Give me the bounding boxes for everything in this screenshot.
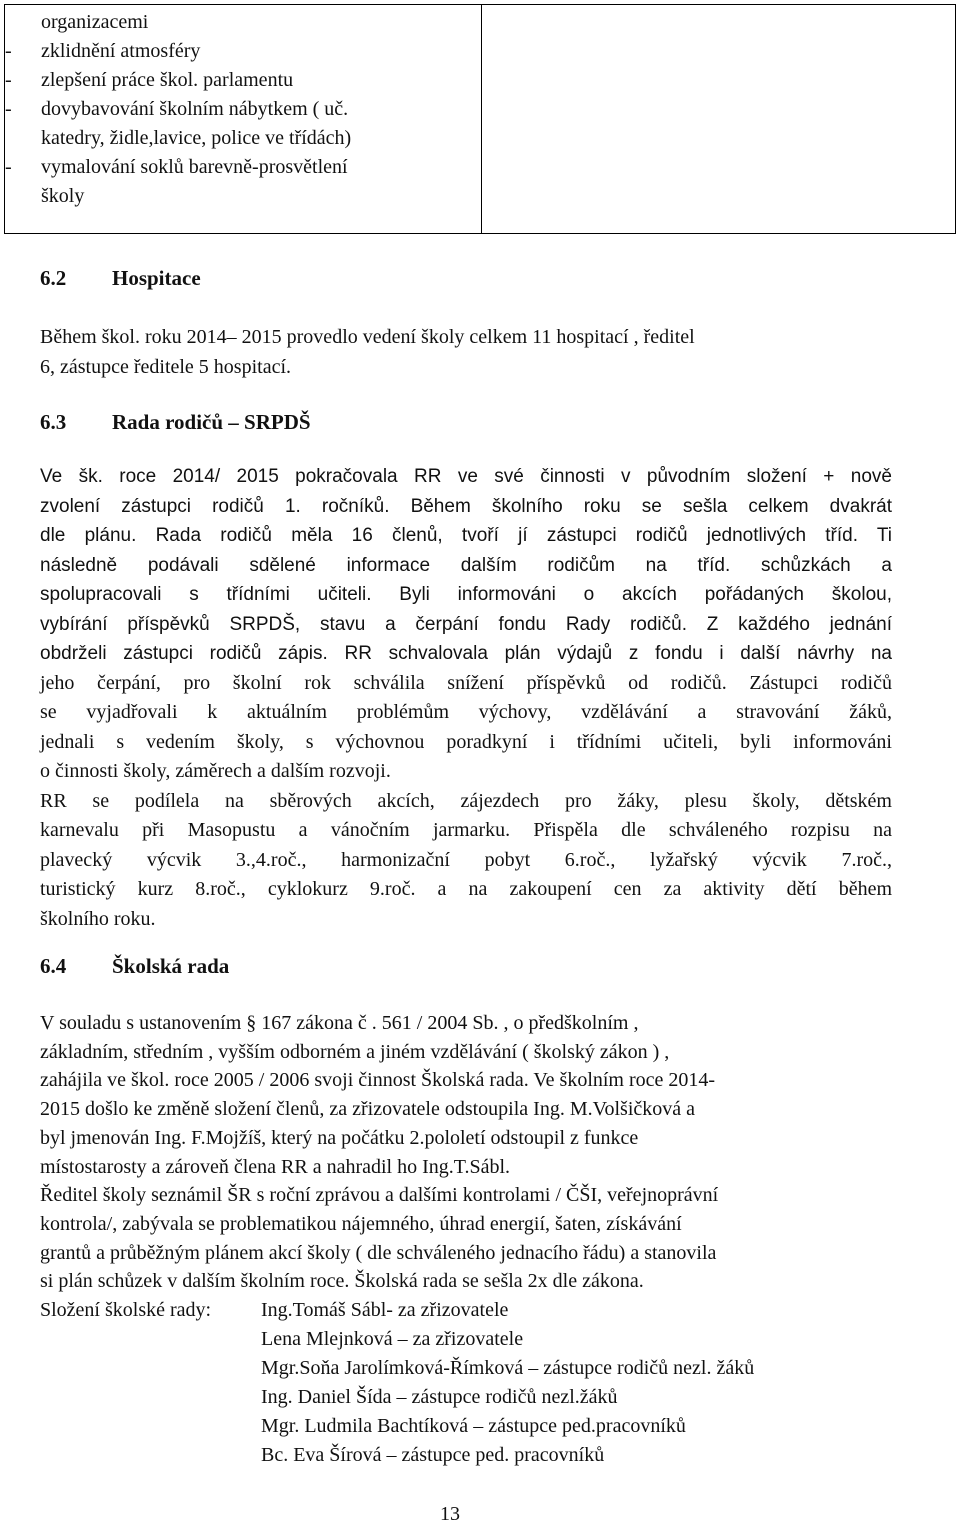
rada-rodicu-paragraph	[40, 462, 892, 934]
text-line: si plán schůzek v dalším školním roce. Školská rada se sešla 2x dle zákona.	[40, 1270, 644, 1293]
text-line: dle plánu. Rada rodičů měla 16 členů, tvoří jí zástupci rodičů jednotlivých tříd. Ti	[40, 525, 892, 546]
text-line: byl jmenován Ing. F.Mojžíš, který na počátku 2.pololetí odstoupil z funkce	[40, 1126, 639, 1149]
member-row	[40, 1441, 605, 1470]
table-line: - zklidnění atmosféry	[5, 40, 201, 62]
text-line: V souladu s ustanovením § 167 zákona č . 561 / 2004 Sb. , o předškolním ,	[40, 1012, 639, 1034]
text-line: jeho čerpání, pro školní rok schválila snížení příspěvků od rodičů. Zástupci rodičů	[40, 671, 892, 694]
table-line: - vymalování soklů barevně-prosvětlení	[5, 156, 348, 178]
section-heading-skolska-rada: 6.4 Školská rada	[40, 954, 230, 978]
text-line: Během škol. roku 2014– 2015 provedlo vedení školy celkem 11 hospitací , ředitel	[40, 326, 695, 348]
text-line: o činnosti školy, záměrech a dalším rozvoji.	[40, 760, 391, 782]
text-line: následně podávali sdělené informace dalším rodičům na tříd. schůzkách a	[40, 554, 892, 576]
page-number: 13	[440, 1503, 460, 1525]
text-line: plavecký výcvik 3.,4.roč., harmonizační pobyt 6.roč., lyžařský výcvik 7.roč.,	[40, 848, 892, 871]
text-line: kontrola/, zabývala se problematikou nájemného, úhrad energií, šaten, získávání	[40, 1212, 682, 1235]
member-name: Ing. Daniel Šída – zástupce rodičů nezl.žáků	[261, 1386, 618, 1408]
skolska-rada-paragraph	[40, 1009, 718, 1296]
member-name: Lena Mlejnková – za zřizovatele	[261, 1328, 524, 1350]
member-row	[40, 1383, 618, 1412]
text-line: turistický kurz 8.roč., cyklokurz 9.roč. a na zakoupení cen za aktivity dětí během	[40, 878, 892, 900]
text-line: základním, středním , vyšším odborném a jiném vzdělávání ( školský zákon ) ,	[40, 1040, 670, 1063]
text-line: 2015 došlo ke změně složení členů, za zřizovatele odstoupila Ing. M.Volšičková a	[40, 1098, 695, 1121]
text-line: spolupracovali s třídními učiteli. Byli informováni o akcích pořádaných školou,	[40, 584, 892, 605]
member-row	[40, 1412, 686, 1441]
member-row	[40, 1296, 509, 1325]
text-line: místostarosty a zároveň člena RR a nahradil ho Ing.T.Sábl.	[40, 1155, 511, 1178]
member-name: Bc. Eva Šírová – zástupce ped. pracovníků	[261, 1444, 605, 1466]
text-line: jednali s vedením školy, s výchovnou poradkyní i třídními učiteli, byli informováni	[40, 730, 892, 753]
text-line: Ve šk. roce 2014/ 2015 pokračovala RR ve své činnosti v původním složení + nově	[40, 466, 892, 487]
table-line: školy	[41, 185, 85, 207]
member-row	[40, 1354, 755, 1383]
table-left-cell	[5, 8, 479, 211]
member-name: Mgr.Soňa Jarolímková-Římková – zástupce rodičů nezl. žáků	[261, 1357, 755, 1379]
activities-table	[4, 4, 956, 234]
member-row	[40, 1325, 524, 1354]
section-heading-hospitace: 6.2 Hospitace	[40, 266, 201, 290]
text-line: karnevalu při Masopustu a vánočním jarmarku. Přispěla dle schváleného rozpisu na	[40, 819, 892, 841]
text-line: se vyjadřovali k aktuálním problémům výchovy, vzdělávání a stravování žáků,	[40, 701, 892, 723]
table-line: katedry, židle,lavice, police ve třídách)	[41, 127, 352, 149]
table-column-divider	[481, 5, 482, 233]
member-name: Ing.Tomáš Sábl- za zřizovatele	[261, 1299, 509, 1321]
text-line: zahájila ve škol. roce 2005 / 2006 svoji činnost Školská rada. Ve školním roce 2014-	[40, 1069, 716, 1092]
table-line: organizacemi	[41, 11, 149, 33]
members-label: Složení školské rady:	[40, 1299, 212, 1321]
text-line: školního roku.	[40, 907, 156, 930]
text-line: grantů a průběžným plánem akcí školy ( dle schváleného jednacího řádu) a stanovila	[40, 1241, 717, 1264]
text-line: RR se podílela na sběrových akcích, zájezdech pro žáky, plesu školy, dětském	[40, 789, 892, 812]
council-members	[40, 1296, 755, 1470]
hospitace-paragraph	[40, 322, 695, 382]
text-line: Ředitel školy seznámil ŠR s roční zprávou a dalšími kontrolami / ČŠI, veřejnoprávní	[40, 1184, 719, 1207]
table-line: - zlepšení práce škol. parlamentu	[5, 69, 294, 91]
table-line: - dovybavování školním nábytkem ( uč.	[5, 98, 349, 120]
text-line: vybírání příspěvků SRPDŠ, stavu a čerpání fondu Rady rodičů. Z každého jednání	[40, 613, 892, 635]
text-line: zvolení zástupci rodičů 1. ročníků. Během školního roku se sešla celkem dvakrát	[40, 495, 892, 517]
section-heading-rada-rodicu: 6.3 Rada rodičů – SRPDŠ	[40, 410, 311, 434]
text-line: 6, zástupce ředitele 5 hospitací.	[40, 356, 292, 378]
text-line: obdrželi zástupci rodičů zápis. RR schvalovala plán výdajů z fondu i další návrhy na	[40, 643, 892, 664]
member-name: Mgr. Ludmila Bachtíková – zástupce ped.pracovníků	[261, 1415, 686, 1437]
